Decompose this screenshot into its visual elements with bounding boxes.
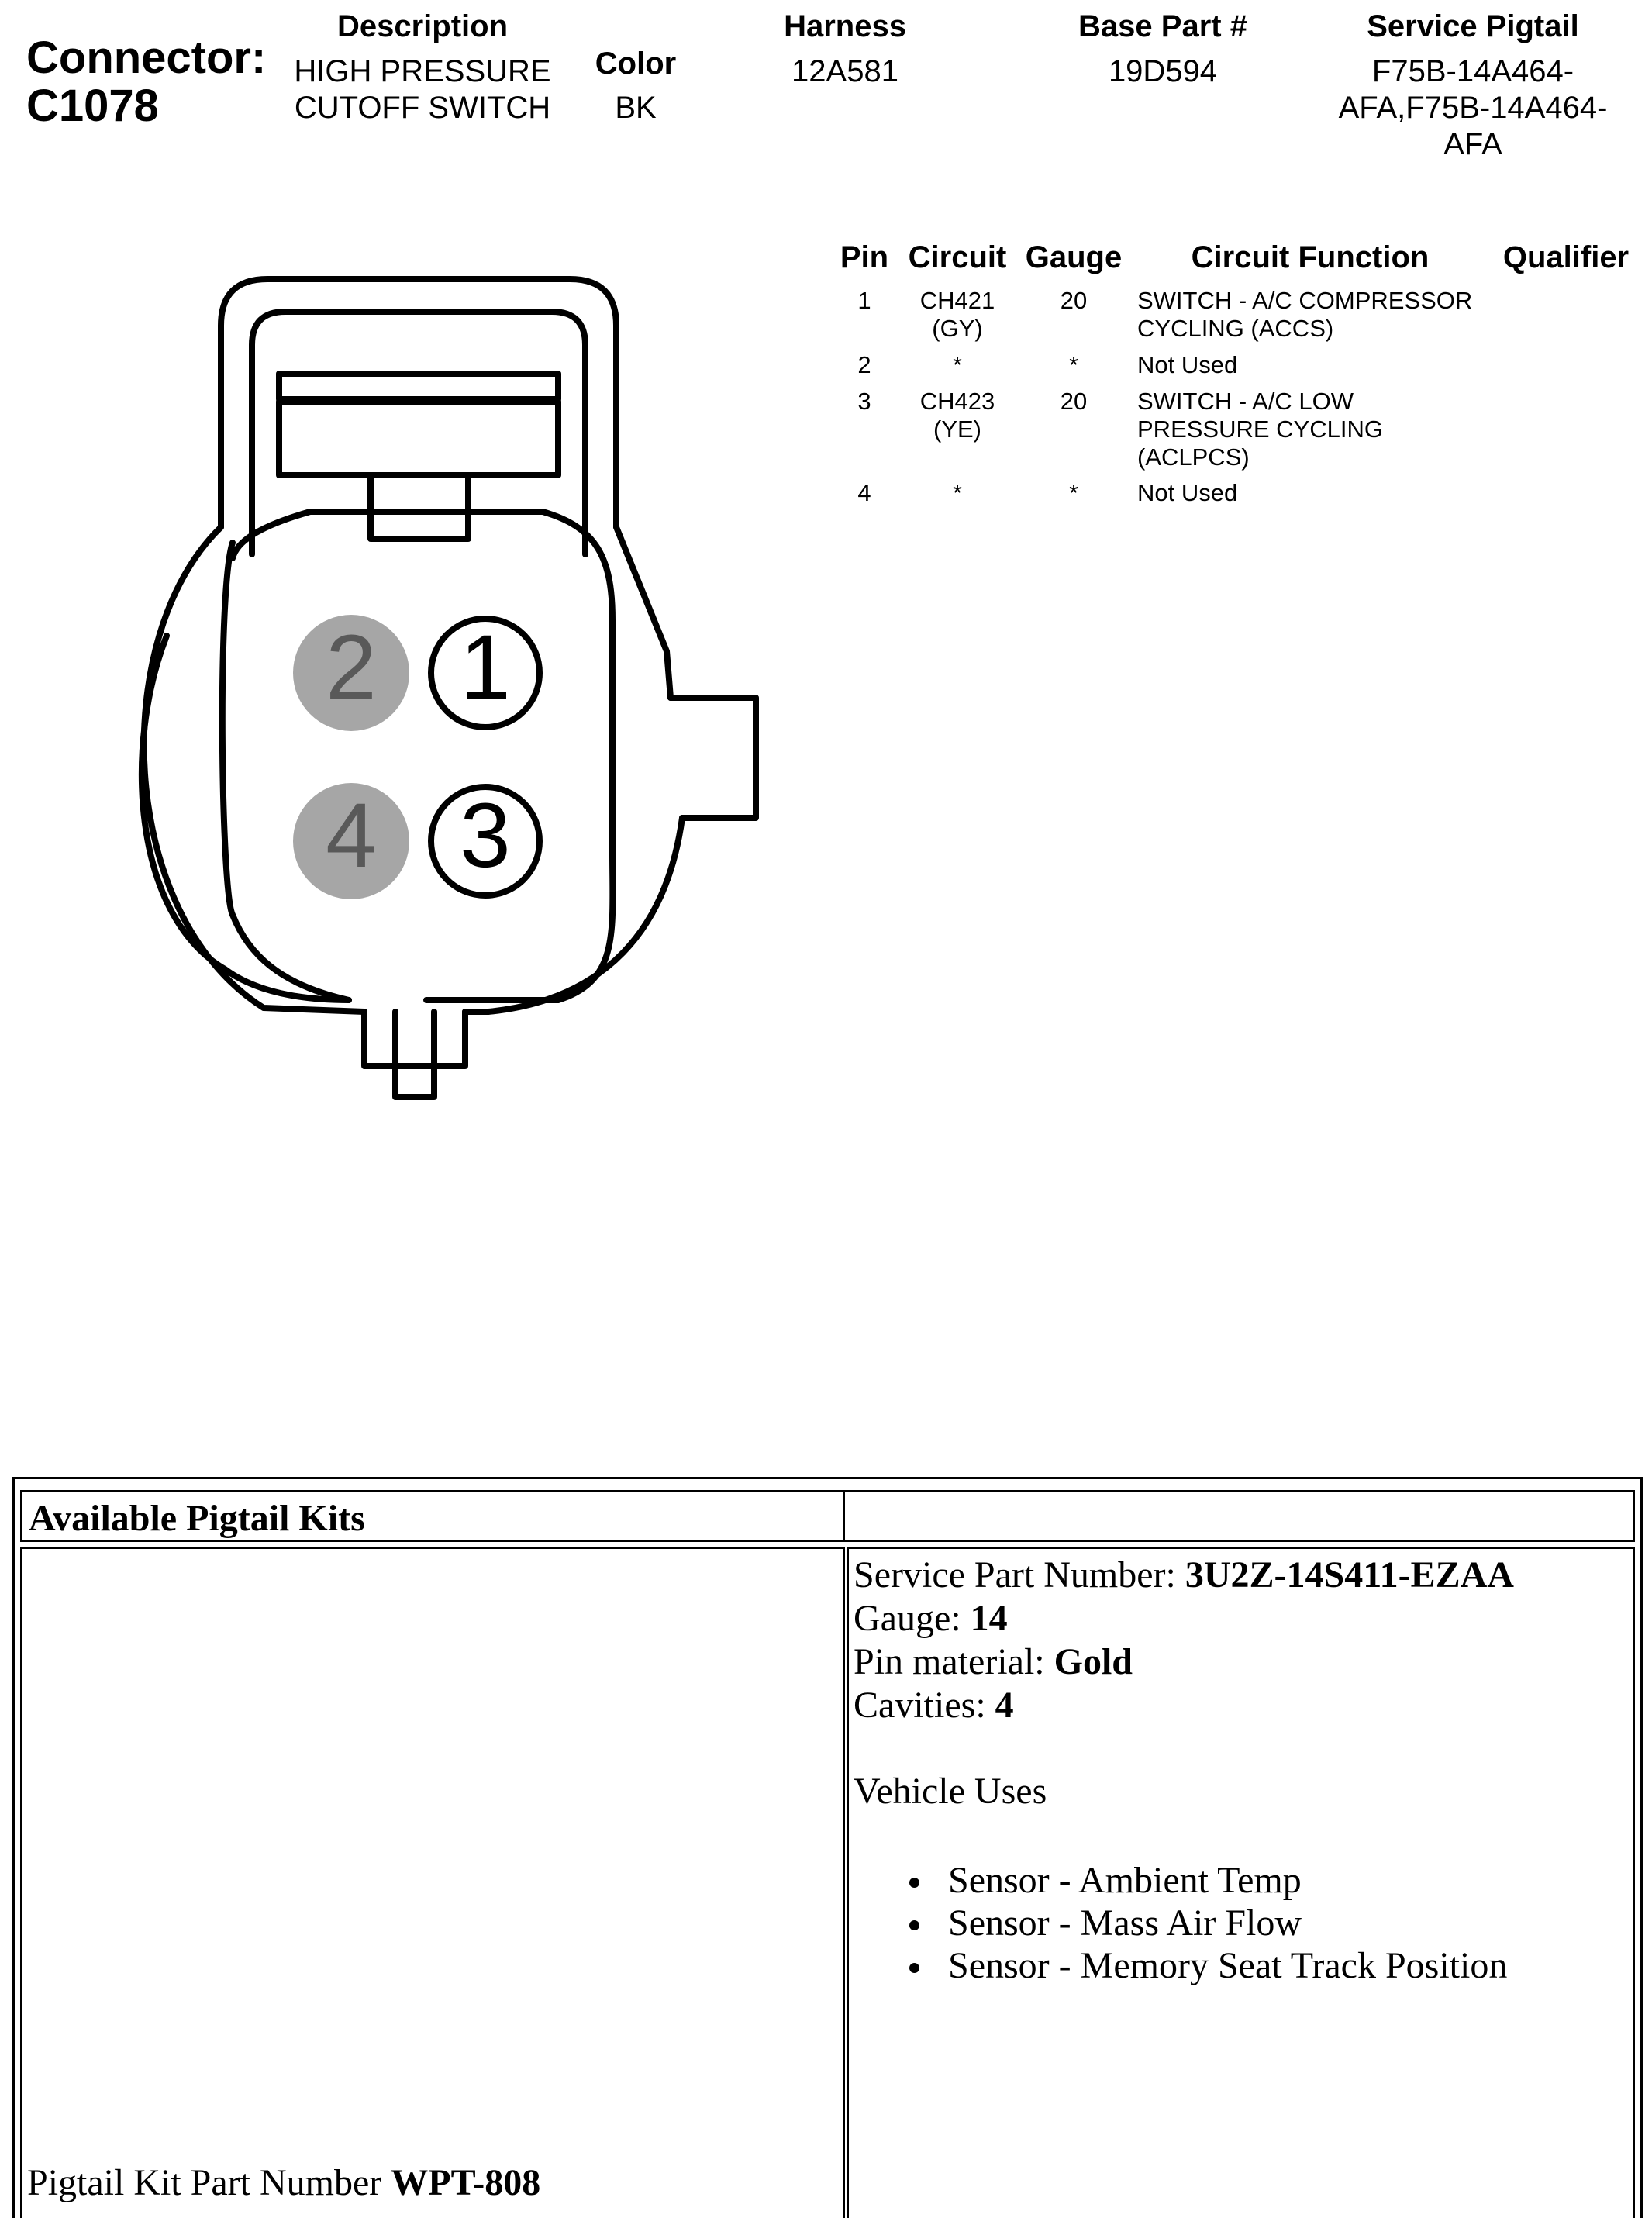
color-label: Color	[595, 47, 677, 81]
qualifier-col-header: Qualifier	[1502, 240, 1630, 274]
service-pigtail-line: AFA	[1443, 127, 1502, 161]
function-line: PRESSURE CYCLING	[1137, 416, 1383, 443]
harness-value: 12A581	[792, 54, 898, 88]
description-line: CUTOFF SWITCH	[294, 91, 551, 125]
pin-gauge: *	[1068, 479, 1079, 506]
service-pigtail-line: F75B-14A464-	[1371, 54, 1574, 88]
pin-function: Not Used	[1137, 479, 1238, 506]
kit-details	[854, 1554, 1514, 1987]
cavities-label: Cavities:	[854, 1685, 995, 1726]
kit-gauge-value: 14	[970, 1598, 1008, 1639]
cavity-2-label: 2	[326, 616, 377, 719]
description-value	[267, 53, 578, 126]
service-pigtail-line: AFA,F75B-14A464-	[1338, 91, 1608, 125]
vehicle-use-item: Sensor - Mass Air Flow	[909, 1902, 1514, 1944]
pin-material-label: Pin material:	[854, 1641, 1054, 1682]
color-value: BK	[615, 91, 657, 125]
circuit-line: (YE)	[933, 416, 981, 443]
base-part-label: Base Part #	[1078, 9, 1247, 43]
service-part-label: Service Part Number:	[854, 1554, 1185, 1595]
pin-gauge: 20	[1060, 287, 1088, 314]
pin-material	[854, 1640, 1514, 1684]
description-line: HIGH PRESSURE	[294, 54, 551, 88]
kit-part-label: Pigtail Kit Part Number	[27, 2162, 391, 2203]
gauge-col-header: Gauge	[1025, 240, 1123, 274]
kit-gauge-label: Gauge:	[854, 1598, 971, 1639]
cavities-value: 4	[995, 1685, 1014, 1726]
base-part-value: 19D594	[1108, 54, 1218, 88]
pin-circuit	[899, 388, 1016, 443]
harness-label: Harness	[784, 9, 906, 43]
circuit-col-header: Circuit	[908, 240, 1007, 274]
pin-gauge: *	[1068, 351, 1079, 378]
pigtail-left-cell	[20, 1547, 845, 2218]
function-line: SWITCH - A/C COMPRESSOR	[1137, 287, 1473, 314]
cavity-3	[431, 785, 540, 895]
pin-col-header: Pin	[840, 240, 889, 274]
pin-number: 4	[857, 479, 871, 506]
service-part-value: 3U2Z-14S411-EZAA	[1185, 1554, 1514, 1595]
pigtail-header-right-cell	[843, 1490, 1635, 1542]
function-line: (ACLPCS)	[1137, 443, 1250, 471]
kit-part-value: WPT-808	[391, 2162, 541, 2203]
pin-function: Not Used	[1137, 351, 1238, 378]
pigtail-title: Available Pigtail Kits	[29, 1498, 365, 1539]
function-line: CYCLING (ACCS)	[1137, 315, 1334, 342]
connector-face-diagram	[0, 233, 814, 1163]
cavity-4-label: 4	[326, 785, 377, 887]
function-line: SWITCH - A/C LOW	[1137, 388, 1354, 415]
connector-label: Connector:	[26, 33, 267, 83]
pin-number: 2	[857, 351, 871, 378]
pin-circuit	[899, 287, 1016, 343]
cavity-2	[293, 615, 409, 731]
kit-part-number	[27, 2161, 540, 2205]
description-label: Description	[336, 9, 509, 43]
pin-number: 3	[857, 388, 871, 415]
connector-id: C1078	[26, 81, 159, 131]
circuit-line: (GY)	[932, 315, 983, 342]
pin-gauge: 20	[1060, 388, 1088, 415]
pin-function	[1137, 388, 1494, 471]
vehicle-uses-list	[909, 1859, 1514, 1987]
pigtail-title-cell	[20, 1490, 845, 1542]
circuit-line: CH423	[919, 388, 995, 415]
circuit-line: CH421	[919, 287, 995, 314]
pin-function	[1137, 287, 1494, 343]
vehicle-use-item: Sensor - Memory Seat Track Position	[909, 1944, 1514, 1987]
pin-number: 1	[857, 287, 871, 314]
service-pigtail-value	[1310, 53, 1636, 163]
service-pigtail-label: Service Pigtail	[1367, 9, 1579, 43]
pin-circuit: *	[952, 351, 963, 378]
cavity-3-label: 3	[460, 785, 511, 887]
cavities	[854, 1684, 1514, 1727]
pin-material-value: Gold	[1054, 1641, 1133, 1682]
cavity-1-label: 1	[460, 616, 511, 719]
function-col-header: Circuit Function	[1191, 240, 1430, 274]
vehicle-uses-heading: Vehicle Uses	[854, 1771, 1047, 1812]
cavity-4	[293, 783, 409, 899]
vehicle-use-item: Sensor - Ambient Temp	[909, 1859, 1514, 1902]
cavity-1	[431, 616, 540, 727]
service-part-number	[854, 1554, 1514, 1597]
pigtail-right-cell	[847, 1547, 1635, 2218]
connector-heading	[26, 34, 266, 130]
kit-gauge	[854, 1597, 1514, 1640]
pin-circuit: *	[952, 479, 963, 506]
